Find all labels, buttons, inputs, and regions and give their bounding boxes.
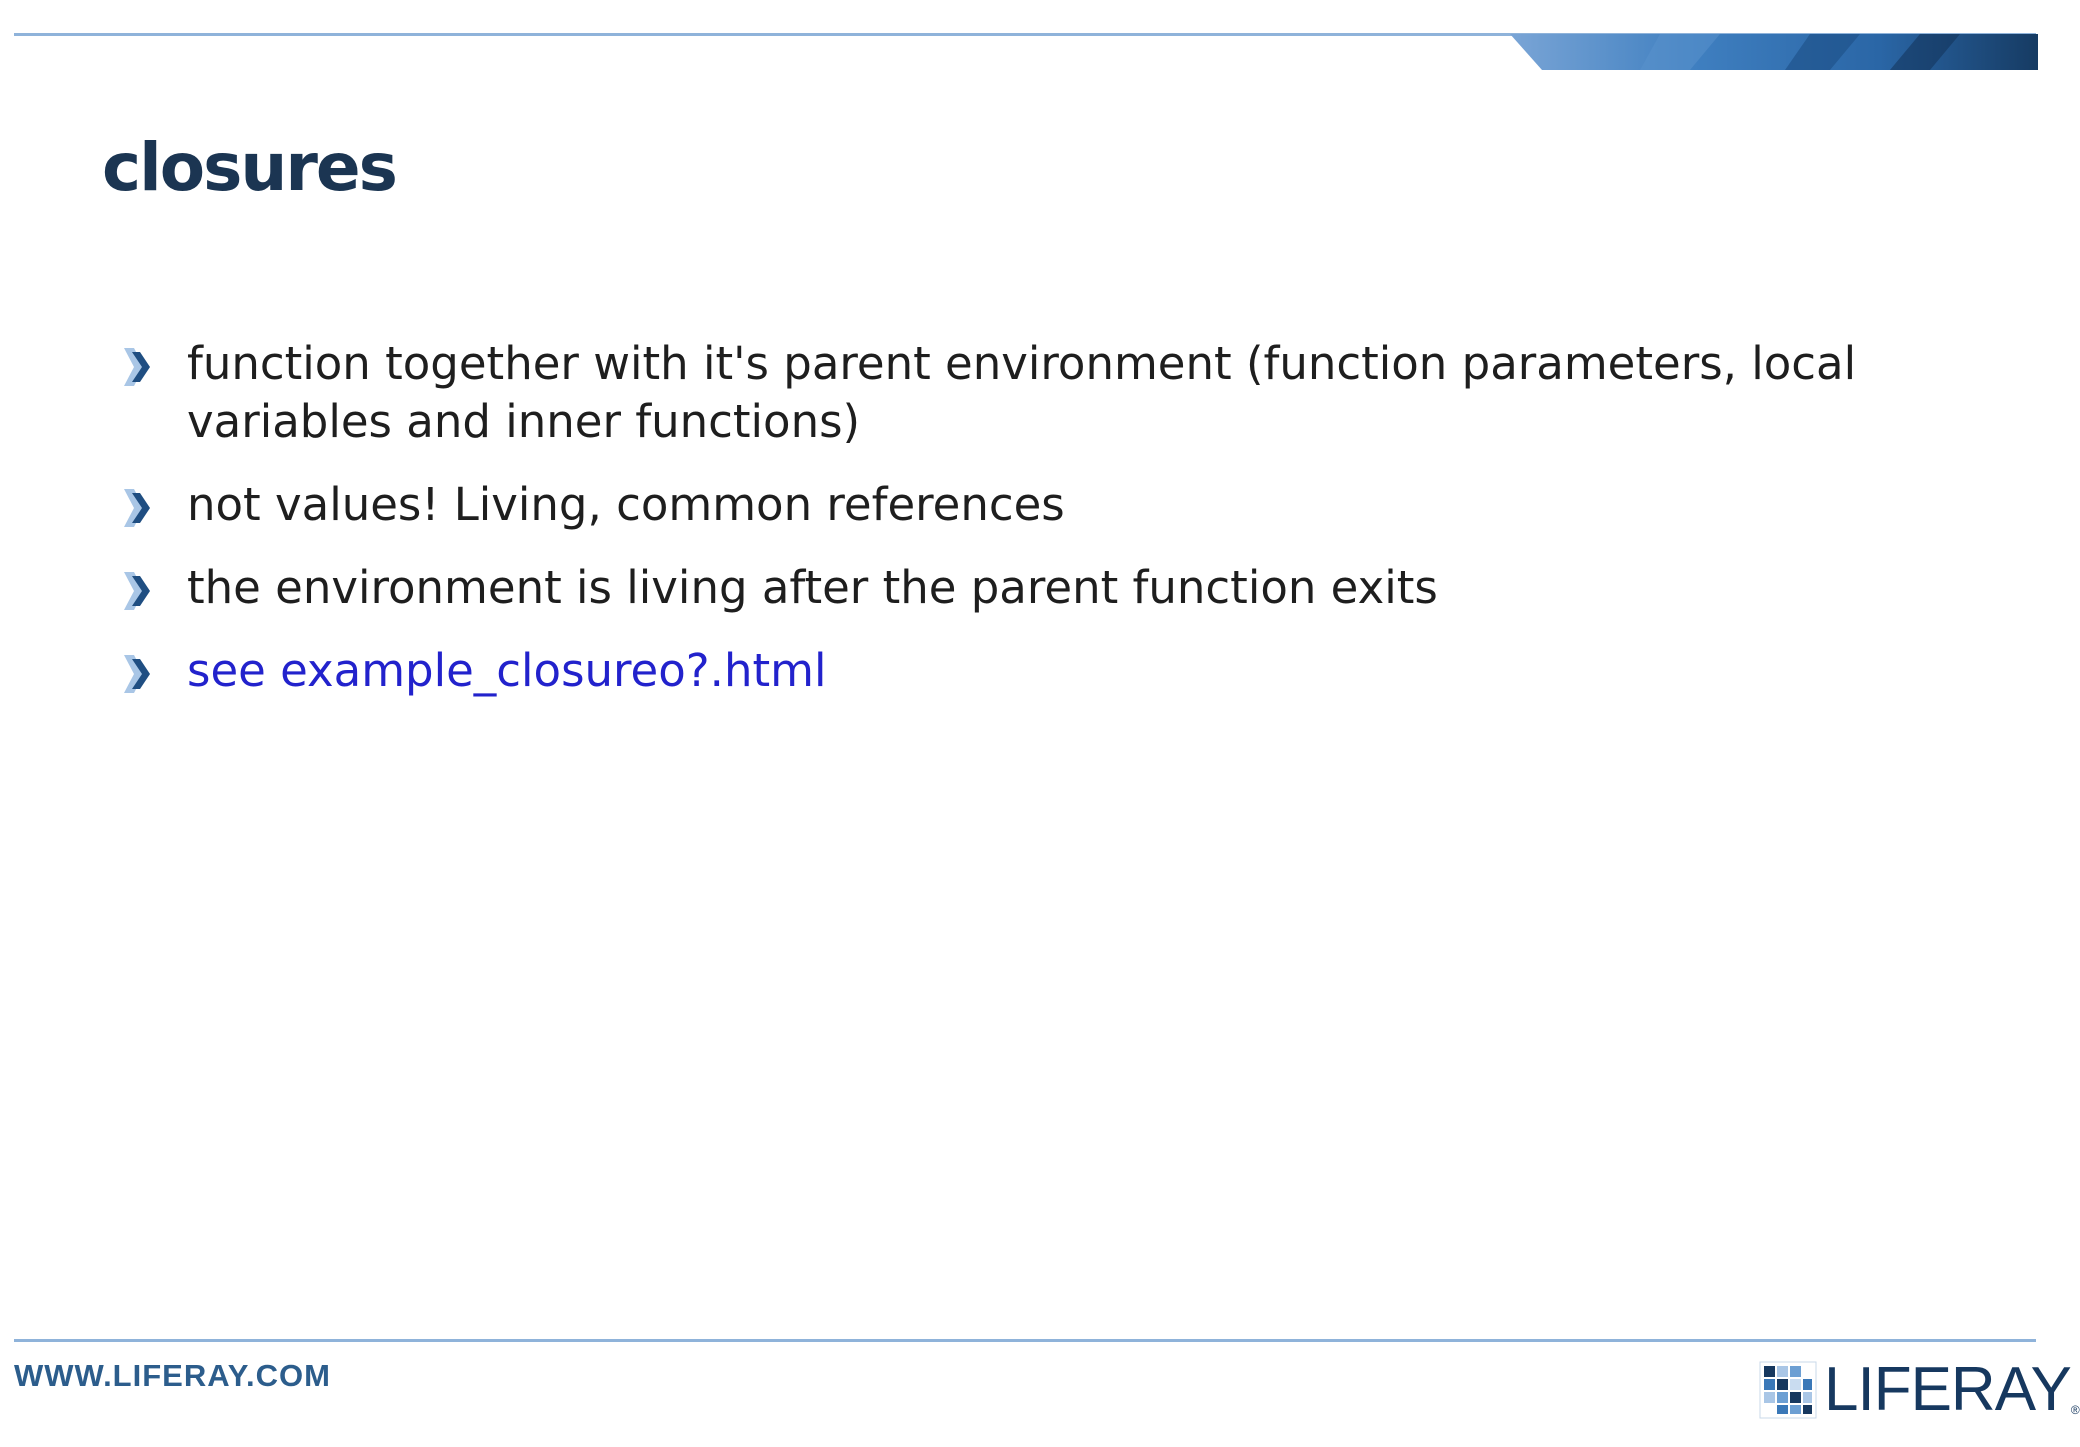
- bullet-text: function together with it's parent environment (function parameters, local variables and inner functions): [187, 337, 1857, 448]
- header-banner: [1510, 34, 2038, 70]
- chevron-bullet-icon: [122, 346, 154, 388]
- bullet-item: [118, 476, 1998, 534]
- bullet-list: [118, 335, 1998, 725]
- chevron-bullet-icon: [122, 653, 154, 695]
- bullet-item-link[interactable]: [118, 642, 1998, 700]
- bullet-text: not values! Living, common references: [187, 478, 1065, 531]
- example-link[interactable]: see example_closureo?.html: [187, 644, 827, 697]
- bullet-item: [118, 335, 1998, 451]
- bullet-text: the environment is living after the parent function exits: [187, 561, 1438, 614]
- bullet-item: [118, 559, 1998, 617]
- logo-wordmark: LIFERAY: [1824, 1355, 2071, 1424]
- bottom-divider: [14, 1339, 2036, 1342]
- liferay-logo: [1760, 1357, 2080, 1423]
- footer-website-url: WWW.LIFERAY.COM: [14, 1358, 331, 1393]
- liferay-logo-icon: [1760, 1362, 1816, 1418]
- registered-mark: ®: [2070, 1403, 2080, 1417]
- chevron-bullet-icon: [122, 487, 154, 529]
- slide-title: closures: [102, 129, 396, 206]
- chevron-bullet-icon: [122, 570, 154, 612]
